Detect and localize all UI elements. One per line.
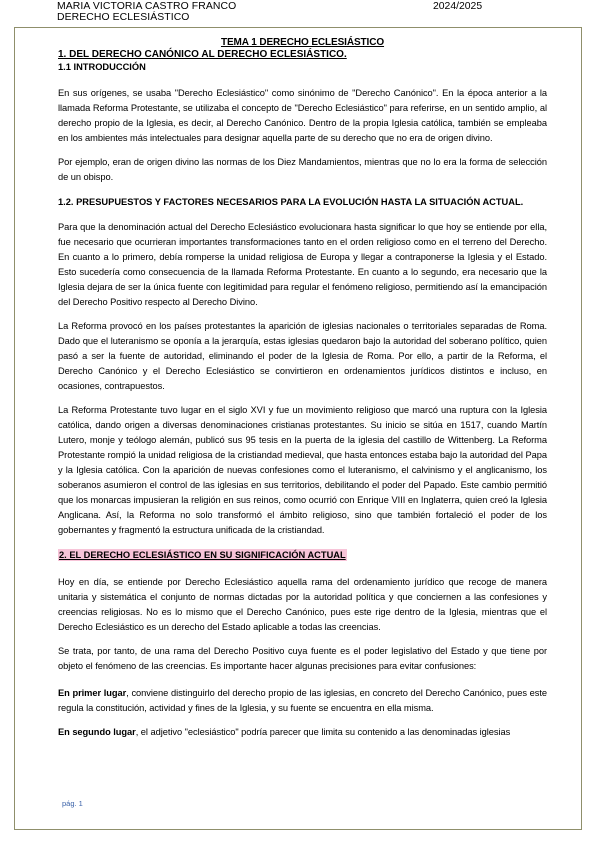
section-1-heading: 1. DEL DERECHO CANÓNICO AL DERECHO ECLESIÁSTICO.	[58, 49, 347, 60]
paragraph-8-text: , conviene distinguirlo del derecho propio de las iglesias, en concreto del Derecho Canónico, pues este regula la constitución, actividad y fines de la Iglesia, y su fuente se encuentra en ella misma.	[58, 688, 547, 713]
paragraph-8-lead: En primer lugar	[58, 688, 127, 698]
paragraph-9	[58, 725, 547, 740]
header-subject: DERECHO ECLESIÁSTICO	[57, 12, 190, 23]
paragraph-3: Para que la denominación actual del Derecho Eclesiástico evolucionara hasta significar lo que hoy se entiende por ella, fue necesario que ocurrieran importantes transformaciones tanto en el orden religioso como en el terreno del Derecho. En cuanto a lo primero, debía romperse la unidad religiosa de Europa y llegar a contraponerse la Iglesia y el Estado. Esto sucedería como consecuencia de la llamada Reforma Protestante. En cuanto a lo segundo, era necesario que la Iglesia dejara de ser la única fuente con legitimidad para regular el fenómeno religioso, permitiendo así la emancipación del Derecho Positivo respecto al Derecho Divino.	[58, 222, 547, 307]
document-title: TEMA 1 DERECHO ECLESIÁSTICO	[220, 37, 385, 48]
page-number: pág. 1	[62, 799, 83, 808]
paragraph-7: Se trata, por tanto, de una rama del Derecho Positivo cuya fuente es el poder legislativo del Estado y que tiene por objeto el fenómeno de las creencias. Es importante hacer algunas precisiones para evitar confusiones:	[58, 646, 547, 671]
header-author: MARIA VICTORIA CASTRO FRANCO	[57, 1, 237, 12]
paragraph-9-lead: En segundo lugar	[58, 727, 136, 737]
paragraph-9-text: , el adjetivo "eclesiástico" podría parecer que limita su contenido a las denominadas iglesias	[135, 727, 511, 737]
paragraph-8	[58, 686, 547, 716]
paragraph-2: Por ejemplo, eran de origen divino las normas de los Diez Mandamientos, mientras que no lo era la forma de selección de un obispo.	[58, 157, 547, 182]
section-2-heading: 2. EL DERECHO ECLESIÁSTICO EN SU SIGNIFICACIÓN ACTUAL	[59, 550, 346, 560]
section-1-1-heading: 1.1 INTRODUCCIÓN	[58, 62, 146, 72]
header-year: 2024/2025	[433, 1, 483, 12]
paragraph-6: Hoy en día, se entiende por Derecho Eclesiástico aquella rama del ordenamiento jurídico que recoge de manera unitaria y sistemática el conjunto de normas dictadas por la autoridad política y que conciernen a las confesiones y creencias religiosas. No es lo mismo que el Derecho Canónico, pues este rige dentro de la Iglesia, mientras que el Derecho Eclesiástico es un derecho del Estado aplicable a todas las creencias.	[58, 577, 547, 632]
section-1-2-heading: 1.2. PRESUPUESTOS Y FACTORES NECESARIOS PARA LA EVOLUCIÓN HASTA LA SITUACIÓN ACTUAL.	[58, 197, 524, 207]
paragraph-5: La Reforma Protestante tuvo lugar en el siglo XVI y fue un movimiento religioso que marcó una ruptura con la Iglesia católica, dando origen a diversas denominaciones cristianas protestantes. Su inicio se sitúa en 1517, cuando Martín Lutero, monje y teólogo alemán, publicó sus 95 tesis en la puerta de la iglesia del castillo de Wittenberg. La Reforma Protestante rompió la unidad religiosa de la cristiandad medieval, que hasta entonces estaba bajo la autoridad del Papa y la Iglesia católica. Con la aparición de nuevas confesiones como el luteranismo, el calvinismo y el anglicanismo, los soberanos asumieron el control de las iglesias en sus territorios, debilitando el poder del Papado. Este cambio permitió que los monarcas impusieran la religión en sus reinos, como ocurrió con Enrique VIII en Inglaterra, quien creó la Iglesia Anglicana. Así, la Reforma no solo transformó el ámbito religioso, sino que también fortaleció el poder de los gobernantes y fragmentó la estructura unificada de la cristiandad.	[58, 405, 547, 535]
paragraph-4: La Reforma provocó en los países protestantes la aparición de iglesias nacionales o territoriales separadas de Roma. Dado que el luteranismo se oponía a la jerarquía, estas iglesias quedaron bajo la autoridad del soberano político, quien pasó a ser la fuente de autoridad, eliminando el poder de la Iglesia de Roma. Por ello, a partir de la Reforma, el Derecho Canónico y el Derecho Eclesiástico se convirtieron en ordenamientos jurídicos distintos e incluso, en ocasiones, contrapuestos.	[58, 321, 547, 391]
paragraph-1: En sus orígenes, se usaba "Derecho Eclesiástico" como sinónimo de "Derecho Canónico". En la época anterior a la llamada Reforma Protestante, se utilizaba el concepto de "Derecho Eclesiástico" para referirse, en un sentido amplio, al derecho propio de la Iglesia, es decir, al Derecho Canónico. Dentro de la propia Iglesia católica, también se empleaba en los ambientes más intelectuales para designar aquella parte de su derecho que no era de origen divino.	[58, 88, 547, 143]
document-body	[58, 37, 547, 740]
